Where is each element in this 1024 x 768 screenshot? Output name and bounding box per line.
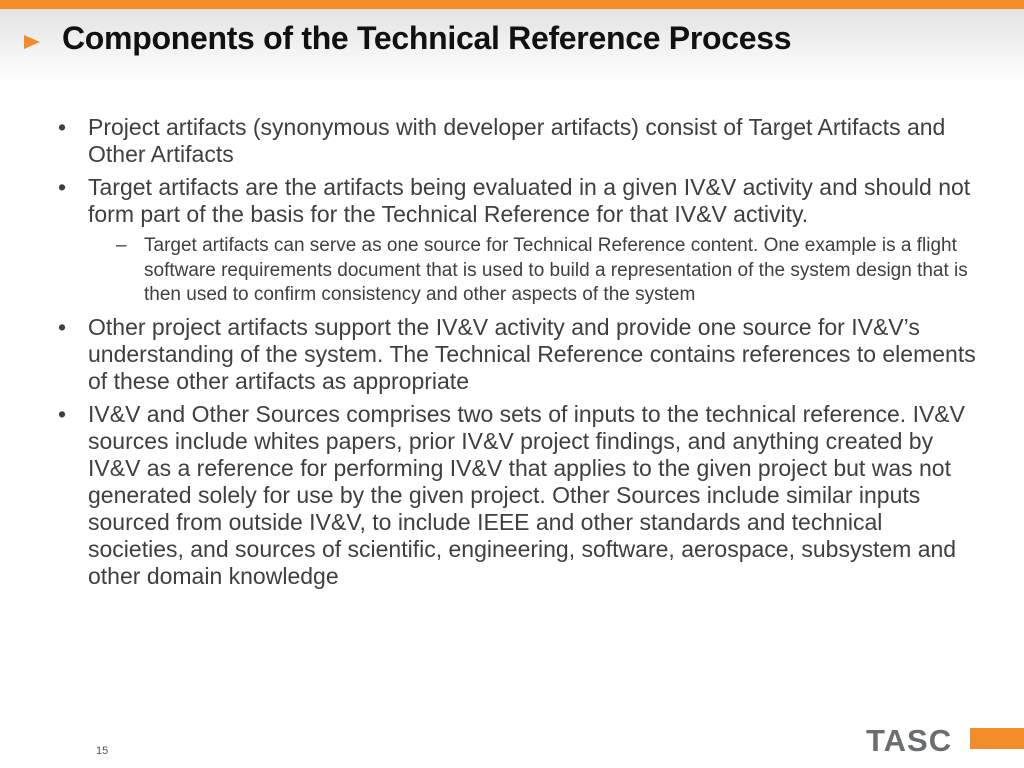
sub-bullet-target-artifacts-source: – Target artifacts can serve as one source for Technical Reference content. One example is a flight software requirements document that is used to build a representation of the system design that is then used to confirm consistency and other aspects of the system bbox=[116, 234, 982, 308]
bullet-target-artifacts: • Target artifacts are the artifacts being evaluated in a given IV&V activity and should not form part of the basis for the Technical Reference for that IV&V activity. bbox=[58, 174, 982, 228]
bullet-list bbox=[58, 114, 982, 596]
tasc-logo: TASC bbox=[866, 723, 953, 758]
bullet-other-project-artifacts: • Other project artifacts support the IV&V activity and provide one source for IV&V’s understanding of the system. The Technical Reference contains references to elements of these other artifacts as appropriate bbox=[58, 314, 982, 395]
logo-accent-bar bbox=[970, 728, 1024, 749]
slide-title: Components of the Technical Reference Process bbox=[62, 20, 792, 56]
top-accent-bar bbox=[0, 0, 1024, 9]
bullet-project-artifacts: • Project artifacts (synonymous with developer artifacts) consist of Target Artifacts and Other Artifacts bbox=[58, 114, 982, 168]
page-number: 15 bbox=[96, 745, 109, 757]
bullet-ivv-and-other-sources: • IV&V and Other Sources comprises two sets of inputs to the technical reference. IV&V sources include whites papers, prior IV&V project findings, and anything created by IV&V as a reference for performing IV&V that applies to the given project but was not generated solely for use by the given project. Other Sources include similar inputs sourced from outside IV&V, to include IEEE and other standards and technical societies, and sources of scientific, engineering, software, aerospace, subsystem and other domain knowledge bbox=[58, 401, 982, 590]
triangle-right-icon bbox=[24, 35, 40, 49]
